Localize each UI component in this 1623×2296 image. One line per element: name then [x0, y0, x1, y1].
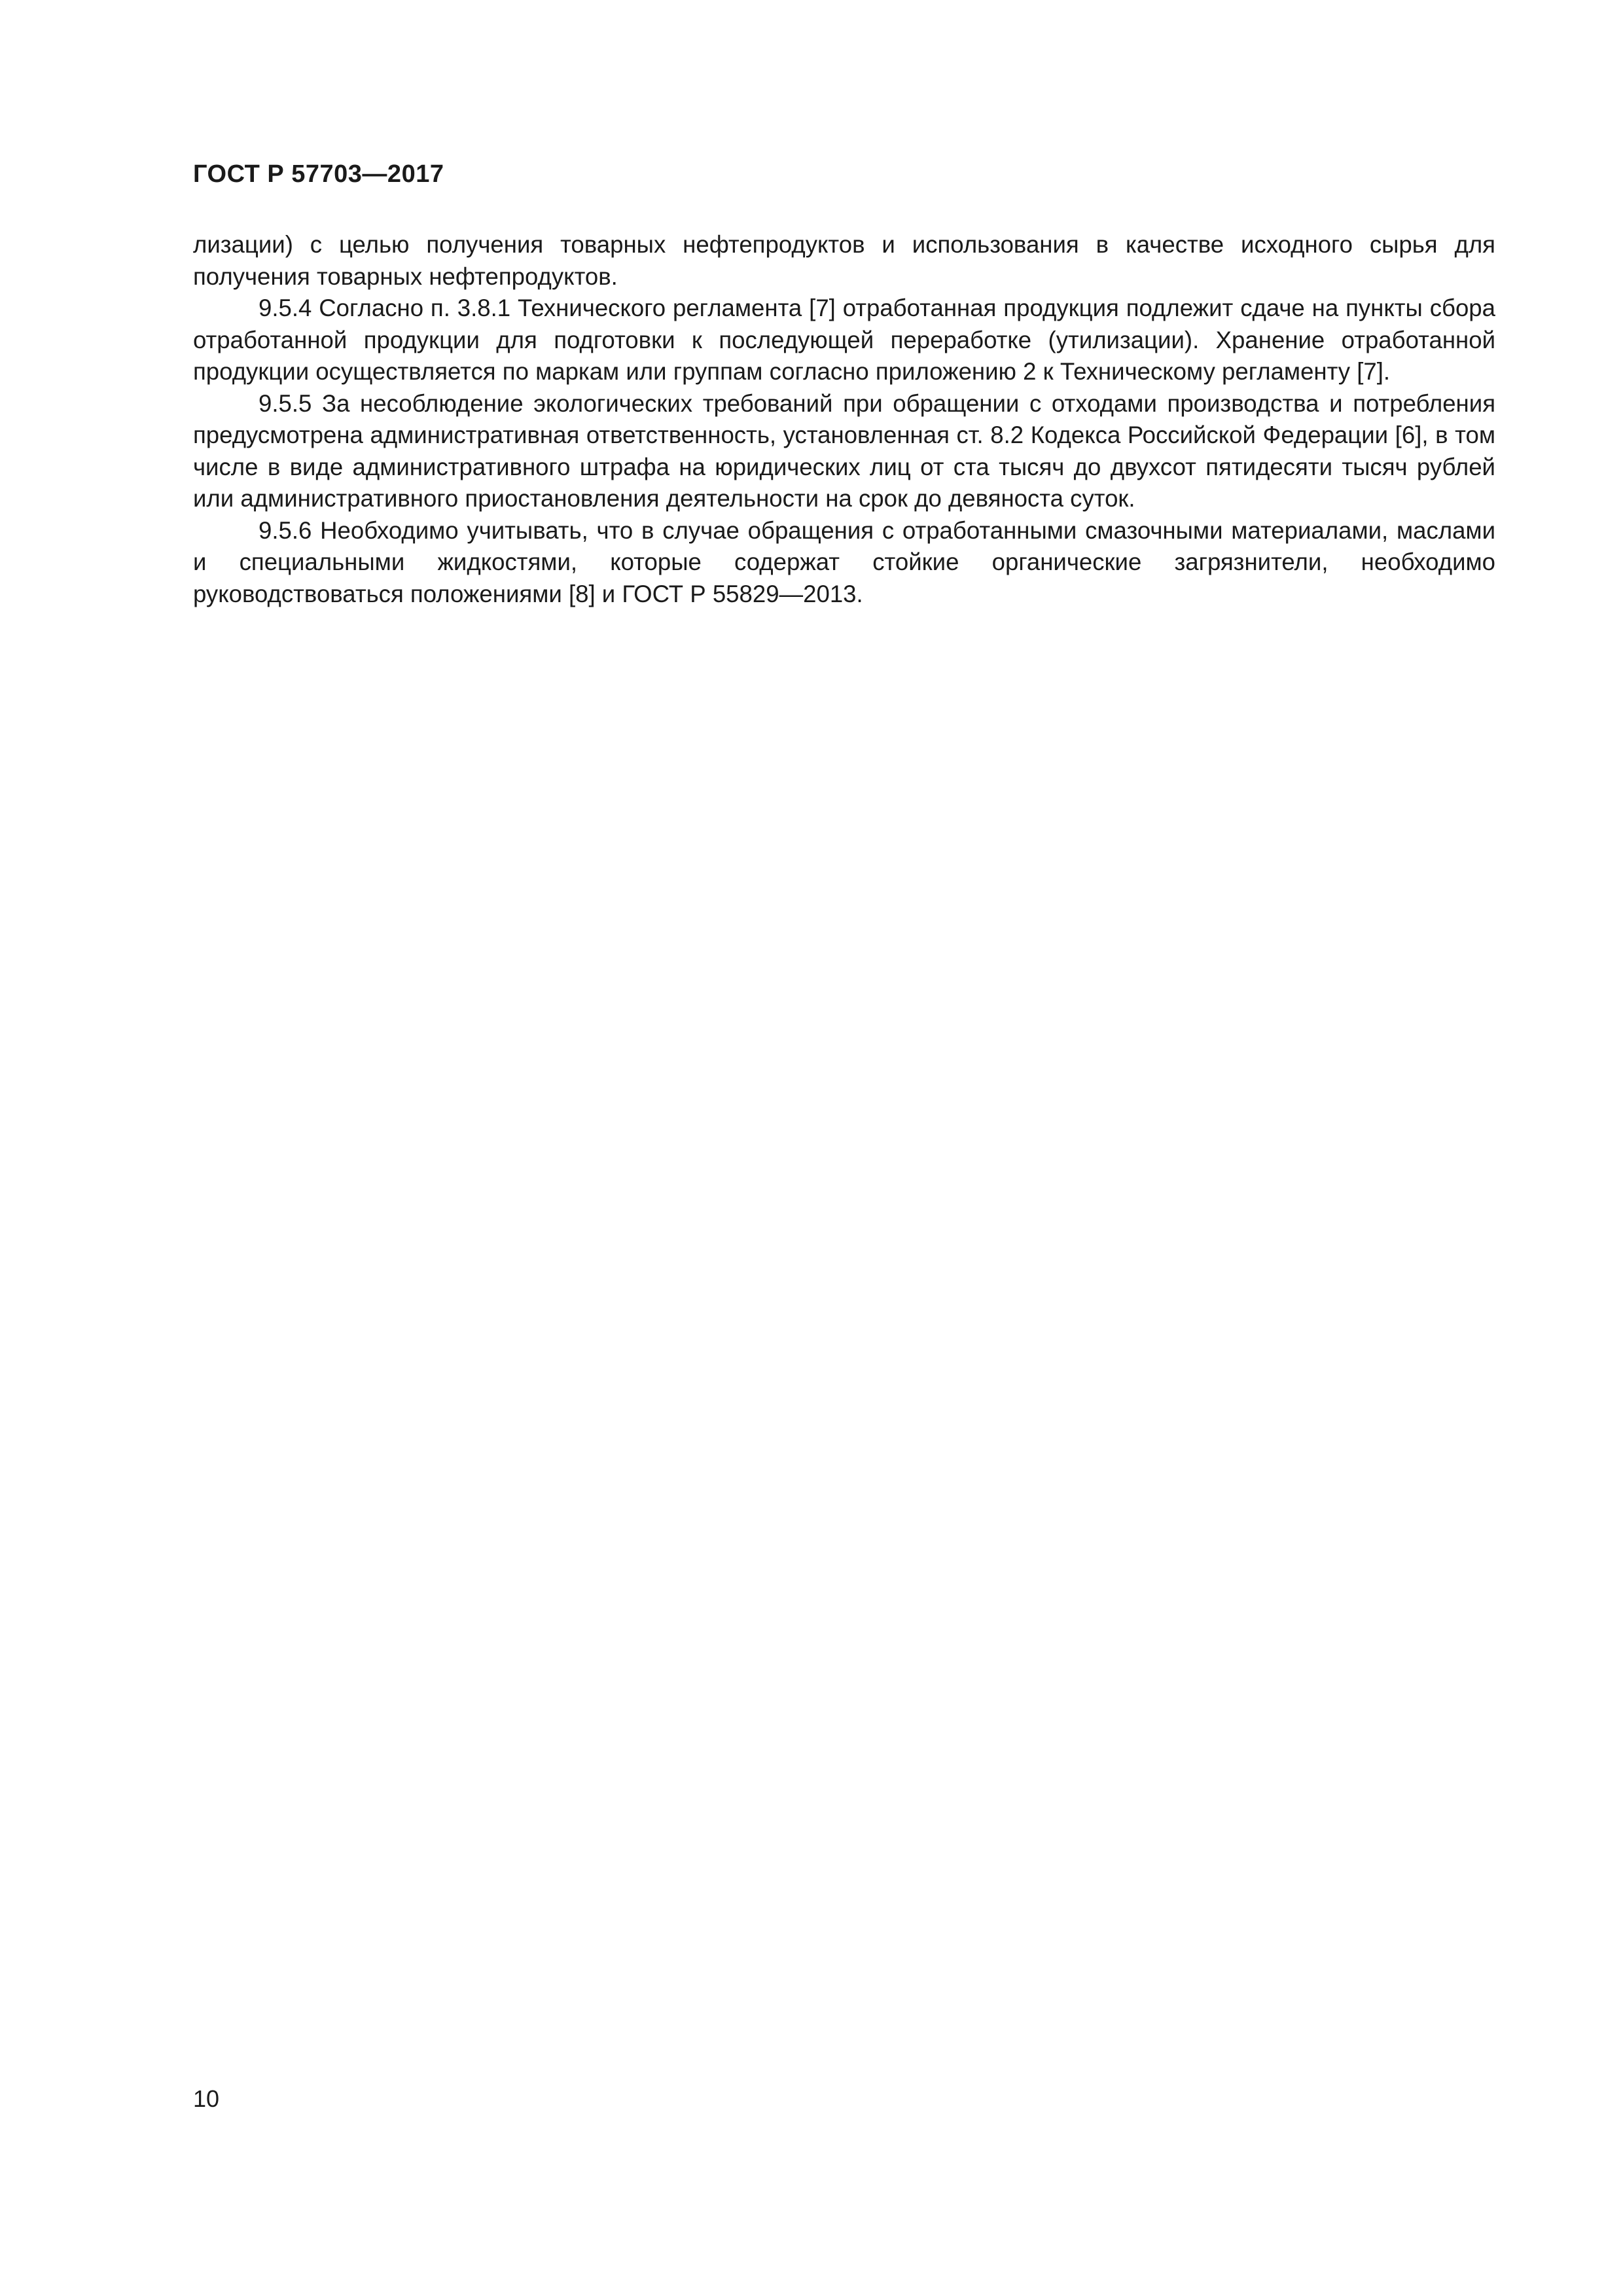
paragraph-9-5-6: 9.5.6 Необходимо учитывать, что в случае обращения с отработанными смазочными материалами, маслами и специальными жидкостями, которые содержат стойкие органические загрязнители, необходимо руководствоваться положениями [8] и ГОСТ Р 55829—2013.: [193, 516, 1495, 607]
page-number: 10: [193, 2085, 220, 2112]
paragraph-9-5-4: 9.5.4 Согласно п. 3.8.1 Технического регламента [7] отработанная продукция подлежит сдаче на пункты сбора отработанной продукции для подготовки к последующей переработке (утилизации). Хранение отработанной продукции осуществляется по маркам или группам согласно приложению 2 к Техническому регламенту [7].: [193, 295, 1495, 385]
document-header-id: ГОСТ Р 57703—2017: [193, 160, 444, 188]
paragraph-9-5-5: 9.5.5 За несоблюдение экологических требований при обращении с отходами производства и потребления предусмотрена административная ответственность, установленная ст. 8.2 Кодекса Российской Федерации [6], в том числе в виде административного штрафа на юридических лиц от ста тысяч до двухсот пятидесяти тысяч рублей или административного приостановления деятельности на срок до девяноста суток.: [193, 389, 1495, 512]
paragraph-continuation: лизации) с целью получения товарных нефтепродуктов и использования в качестве исходного сырья для получения товарных нефтепродуктов.: [193, 231, 1495, 290]
document-body: [193, 229, 1495, 610]
